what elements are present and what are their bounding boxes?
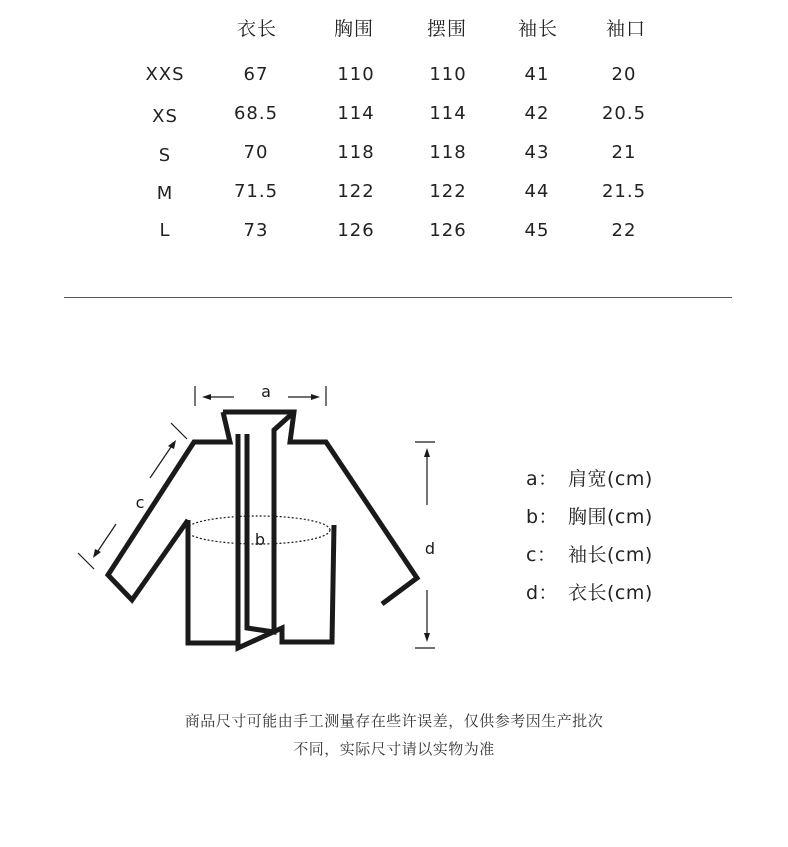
table-cell: 114: [337, 103, 375, 124]
table-cell: 122: [429, 181, 467, 202]
table-cell: 70: [243, 142, 269, 163]
size-label: M: [156, 183, 174, 204]
size-label: L: [159, 220, 171, 241]
table-cell: 122: [337, 181, 375, 202]
table-cell: 20.5: [601, 103, 647, 124]
section-divider: [64, 297, 732, 298]
legend-item-b: [526, 502, 653, 540]
label-d: d: [424, 539, 436, 558]
table-cell: 21: [611, 142, 637, 163]
table-cell: 68.5: [233, 103, 279, 124]
table-cell: 126: [429, 220, 467, 241]
header-sleeve: 袖长: [517, 18, 559, 40]
legend-item-a: [526, 464, 653, 502]
table-cell: 41: [524, 64, 550, 85]
legend-text: 袖长(cm): [568, 544, 653, 566]
label-a: a: [261, 382, 271, 401]
table-cell: 71.5: [233, 181, 279, 202]
legend-text: 衣长(cm): [568, 582, 653, 604]
size-label: XXS: [145, 64, 185, 85]
header-hem: 摆围: [426, 18, 468, 40]
disclaimer-line-1: 商品尺寸可能由手工测量存在些许误差，仅供参考因生产批次: [184, 712, 604, 730]
table-cell: 110: [429, 64, 467, 85]
table-cell: 20: [611, 64, 637, 85]
legend-key: c：: [526, 544, 557, 566]
legend-key: d：: [526, 582, 559, 604]
table-cell: 118: [429, 142, 467, 163]
table-cell: 118: [337, 142, 375, 163]
header-chest: 胸围: [333, 18, 375, 40]
header-length: 衣长: [236, 18, 278, 40]
size-label: S: [158, 145, 172, 166]
legend-key: a：: [526, 468, 558, 490]
legend-item-c: [526, 540, 653, 578]
table-cell: 67: [243, 64, 269, 85]
table-cell: 114: [429, 103, 467, 124]
table-cell: 44: [524, 181, 550, 202]
label-c: c: [135, 493, 145, 512]
label-b: b: [254, 530, 266, 549]
legend-text: 肩宽(cm): [568, 468, 653, 490]
table-cell: 43: [524, 142, 550, 163]
legend-text: 胸围(cm): [568, 506, 653, 528]
table-cell: 73: [243, 220, 269, 241]
table-cell: 42: [524, 103, 550, 124]
table-cell: 45: [524, 220, 550, 241]
disclaimer-line-2: 不同，实际尺寸请以实物为准: [293, 740, 495, 758]
size-label: XS: [152, 106, 178, 127]
legend-item-d: [526, 578, 653, 616]
legend-key: b：: [526, 506, 559, 528]
jacket-measurement-diagram: [70, 370, 450, 670]
measurement-legend: [526, 464, 653, 616]
table-cell: 126: [337, 220, 375, 241]
table-cell: 110: [337, 64, 375, 85]
table-cell: 21.5: [601, 181, 647, 202]
size-table: [0, 0, 788, 260]
table-cell: 22: [611, 220, 637, 241]
header-cuff: 袖口: [605, 18, 647, 40]
